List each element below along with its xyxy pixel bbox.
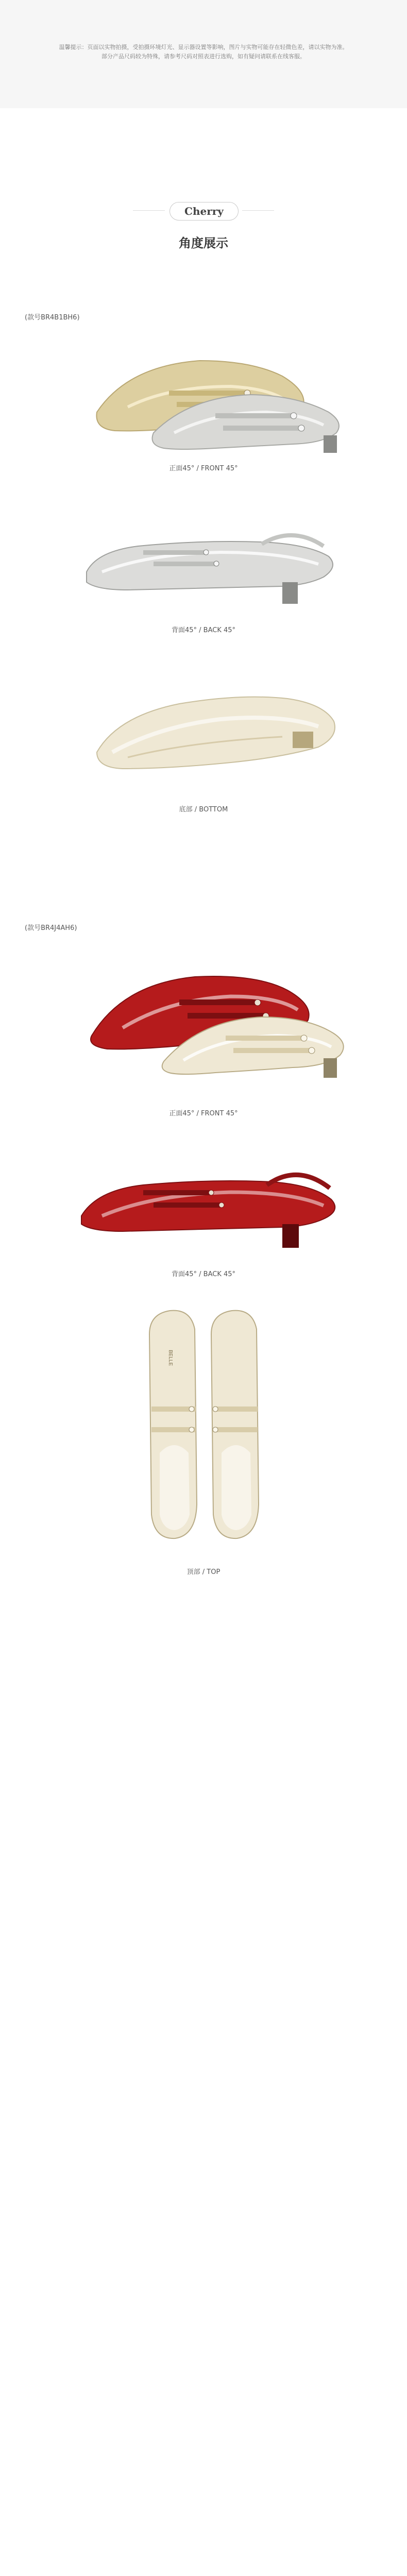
notice-banner: [0, 0, 407, 108]
view-caption: 背面45° / BACK 45°: [171, 1270, 236, 1278]
divider: [133, 210, 165, 211]
view-caption: 底部 / BOTTOM: [179, 806, 228, 814]
view-caption: 背面45° / BACK 45°: [171, 626, 236, 634]
brand-badge: Cherry: [169, 202, 239, 221]
svg-text:BELLE: BELLE: [167, 1350, 173, 1366]
model-code: (款号BR4B1BH6): [25, 314, 80, 321]
shoe-image-top-2: [129, 1298, 278, 1556]
view-caption: 正面45° / FRONT 45°: [169, 1110, 238, 1117]
notice-line-2: 部分产品尺码较为特殊，请参考尺码对照表进行选购，如有疑问请联系在线客服。: [101, 53, 306, 60]
model-code: (款号BR4J4AH6): [25, 924, 77, 932]
shoe-image-back-2: [66, 1133, 354, 1262]
view-caption: 顶部 / TOP: [186, 1568, 221, 1576]
angle-title: 角度展示: [179, 236, 228, 250]
shoe-image-back-1: [66, 495, 354, 618]
shoe-image-front-1: [66, 330, 354, 459]
shoe-image-bottom-1: [66, 654, 354, 788]
shoe-image-front-2: [66, 943, 354, 1092]
divider: [242, 210, 274, 211]
view-caption: 正面45° / FRONT 45°: [169, 465, 238, 472]
notice-line-1: 温馨提示：页面以实物拍摄，受拍摄环境灯光、显示器设置等影响，图片与实物可能存在轻微色差，请以实物为准。: [59, 44, 348, 50]
